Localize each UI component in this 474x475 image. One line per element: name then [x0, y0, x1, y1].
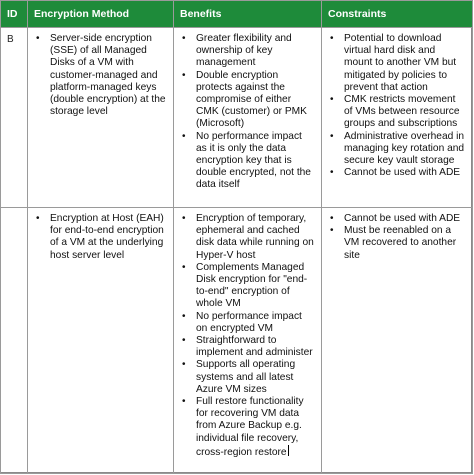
- table-row: [1, 28, 473, 208]
- list-item: • Supports all operating systems and all latest Azure VM sizes: [178, 359, 315, 396]
- list-item: • No performance impact on encrypted VM: [178, 311, 315, 335]
- list-item: • Encryption of temporary, ephemeral and cached disk data while running on Hyper-V host: [178, 213, 315, 262]
- method-cell[interactable]: [28, 208, 174, 474]
- list-item: • Straightforward to implement and administer: [178, 335, 315, 359]
- constraints-list: [326, 213, 466, 262]
- constraints-list: [326, 33, 466, 179]
- row-id: [1, 208, 28, 474]
- constraints-cell[interactable]: [322, 28, 473, 208]
- method-list: [32, 33, 167, 118]
- benefits-list: [178, 33, 315, 192]
- list-item: • Administrative overhead in managing key rotation and secure key vault storage: [326, 131, 466, 168]
- list-item: • CMK restricts movement of VMs between resource groups and subscriptions: [326, 94, 466, 131]
- benefits-cell[interactable]: [174, 28, 322, 208]
- list-item: • Complements Managed Disk encryption for "end-to-end" encryption of whole VM: [178, 262, 315, 311]
- row-id: B: [1, 28, 28, 208]
- header-id: ID: [1, 1, 28, 28]
- benefits-cell[interactable]: [174, 208, 322, 474]
- list-item: • No performance impact as it is only the data encryption key that is double encrypted, not the data itself: [178, 131, 315, 192]
- list-item: • Potential to download virtual hard disk and mount to another VM but mitigated by policies to prevent that action: [326, 33, 466, 94]
- header-row: [1, 1, 473, 28]
- list-item: • Double encryption protects against the compromise of either CMK (customer) or PMK (Microsoft): [178, 70, 315, 131]
- list-item: • Greater flexibility and ownership of key management: [178, 33, 315, 70]
- list-item: • Must be reenabled on a VM recovered to another site: [326, 225, 466, 262]
- method-list: [32, 213, 167, 262]
- list-item-text: Full restore functionality for recovering VM data from Azure Backup e.g. individual file recovery, cross-region restore: [196, 396, 304, 458]
- list-item: • Cannot be used with ADE: [326, 213, 466, 225]
- list-item: • Server-side encryption (SSE) of all Managed Disks of a VM with customer-managed and platform-managed keys (double encryption) at the storage level: [32, 33, 167, 118]
- header-benefits: Benefits: [174, 1, 322, 28]
- method-cell[interactable]: [28, 28, 174, 208]
- list-item: • Encryption at Host (EAH) for end-to-end encryption of a VM at the underlying host server level: [32, 213, 167, 262]
- benefits-list: [178, 213, 315, 459]
- constraints-cell[interactable]: [322, 208, 473, 474]
- header-constraints: Constraints: [322, 1, 473, 28]
- list-item: • Cannot be used with ADE: [326, 167, 466, 179]
- table-row: [1, 208, 473, 474]
- list-item: [178, 396, 315, 459]
- text-cursor: [288, 445, 289, 456]
- header-encryption-method: Encryption Method: [28, 1, 174, 28]
